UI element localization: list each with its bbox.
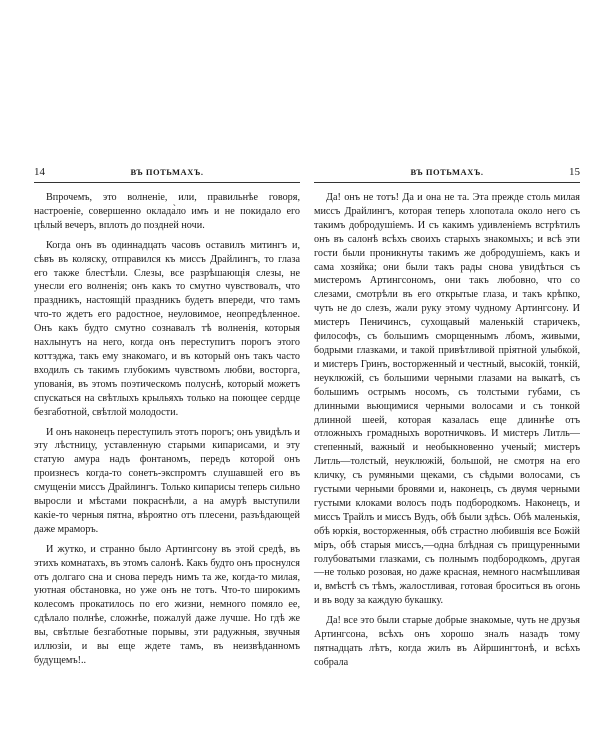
right-page-body bbox=[314, 191, 580, 670]
running-head: ВЪ ПОТЬМАХЪ. bbox=[130, 167, 204, 177]
paragraph: Да! все это были старые добрые знакомые, чуть не друзья Артингсона, всѣхъ онъ хорошо зналъ назадъ тому пятнадцать лѣтъ, когда жилъ въ Айршингтонѣ, и всѣхъ собрала bbox=[314, 615, 580, 668]
page-number: 14 bbox=[34, 166, 45, 178]
paragraph: Впрочемъ, это волненіе, или, правильнѣе говоря, настроеніе, совершенно оклада̀ло имъ и не покидало его цѣлый вечеръ, вплоть до поздней ночи. bbox=[34, 192, 300, 231]
left-page bbox=[34, 166, 300, 674]
paragraph: И онъ наконецъ переступилъ этотъ порогъ; онъ увидѣлъ и эту лѣстницу, уставленную старыми кипарисами, и эту статую амура надъ фонтаномъ, передъ которой онъ произнесъ когда-то сонетъ-экспромтъ слушавшей его въ смущеніи миссъ Драйлингъ. Только кипарисы теперь сильно выросли и мѣстами покраснѣли, а на амурѣ выступили какіе-то черныя пятна, вѣроятно отъ плесени, разъѣдающей даже мраморъ. bbox=[34, 426, 300, 535]
left-page-body bbox=[34, 191, 300, 668]
page-number: 15 bbox=[569, 166, 580, 178]
right-page bbox=[314, 166, 580, 676]
left-page-header bbox=[34, 166, 300, 183]
paragraph: Когда онъ въ одиннадцать часовъ оставилъ митингъ и, сѣвъ въ коляску, отправился къ миссъ Драйлингъ, то глаза его также блестѣли. Слезы, все разрѣшающія слезы, не унесли его волненія; онъ какъ то смутно чувствовалъ, что праздникъ, настоящій праздникъ будетъ впереди, что тамъ что-то ждетъ его радостное, неуловимое, неопредѣленное. Онъ какъ будто смутно сознавалъ тѣ волненія, которыя нахлынутъ на него, когда онъ переступитъ порогъ этого коттэджа, такъ ему знакомаго, и въ который онъ такъ часто входилъ съ такимъ глубокимъ чувствомъ любви, восторга, упованія, въ этомъ поэтическомъ полуснѣ, который можетъ спускаться на свѣтлыхъ крыльяхъ только на поющее сердце безгаботной, свѣтлой молодости. bbox=[34, 239, 300, 418]
running-head: ВЪ ПОТЬМАХЪ. bbox=[410, 167, 484, 177]
paragraph: И жутко, и странно было Артингсону въ этой средѣ, въ этихъ комнатахъ, въ этомъ салонѣ. Какъ будто онъ проснулся отъ долгаго сна и снова передъ нимъ та же, когда-то милая, уютная обстановка, но уже онъ не тотъ. Что-то широкимъ колесомъ прокатилось по его жизни, немного помяло ее, сдѣлало полнѣе, сложнѣе, пожалуй даже лучше. Но гдѣ же вы, свѣтлые безгаботные порывы, эти радужныя, звучныя иллюзіи, и вы еще ждете тамъ, въ неизвѣданномъ будущемъ!.. bbox=[34, 543, 300, 666]
paragraph: Да! онъ не тотъ! Да и она не та. Эта прежде столь милая миссъ Драйлингъ, которая теперь хлопотала около него съ такимъ добродушіемъ. И съ какимъ удивленіемъ встрѣтилъ онъ въ салонѣ всѣхъ своихъ старыхъ знакомыхъ; и всѣ эти гости были проникнуты такимъ же добродушіемъ, какъ и сама хозяйка; они были такъ рады снова увидѣться съ мистеромъ Артингсономъ, они такъ любовно, что со слезами, смотрѣли въ его открытые глаза, и такъ крѣпко, чуть не до слезъ, жали руку этому чудному Артингсону. И мистеръ Пеничинсъ, сухощавый маленькій старичекъ, философъ, съ большимъ сморщеннымъ лбомъ, живыми, бодрыми глазками, и такой привѣтливой пріятной улыбкой, и мистеръ Гринъ, восторженный и честный, высокій, тонкій, неуклюжій, съ большими черными глазами на выкатѣ, съ большимъ острымъ носомъ, съ толстыми губами, съ длинными вьющимися черными волосами и съ тонкой длинной шеей, которая казалась еще длиннѣе отъ отложныхъ громадныхъ воротничковъ. И мистеръ Литль—степенный, важный и необыкновенно ученый; мистеръ Литль—толстый, неуклюжій, большой, не смотря на его кличку, съ румяными щеками, съ сѣдыми волосами, съ густыми черными бровями и, наконецъ, съ двумя черными густыми клоками волосъ подъ подбородкомъ. Наконецъ, и миссъ Трайлъ и миссъ Вудъ, обѣ были здѣсь. Обѣ маленькія, обѣ юркія, восторженныя, обѣ страстно любившія все Божій міръ, обѣ старыя миссъ,—одна блѣдная съ прищуренными голубоватыми глазками, съ полнымъ подбородкомъ, другая—не только розовая, но даже красная, немного насмѣшливая и, вмѣстѣ съ тѣмъ, жалостливая, готовая броситься въ огонь и въ воду за каждую букашку. bbox=[314, 192, 580, 607]
right-page-header bbox=[314, 166, 580, 183]
